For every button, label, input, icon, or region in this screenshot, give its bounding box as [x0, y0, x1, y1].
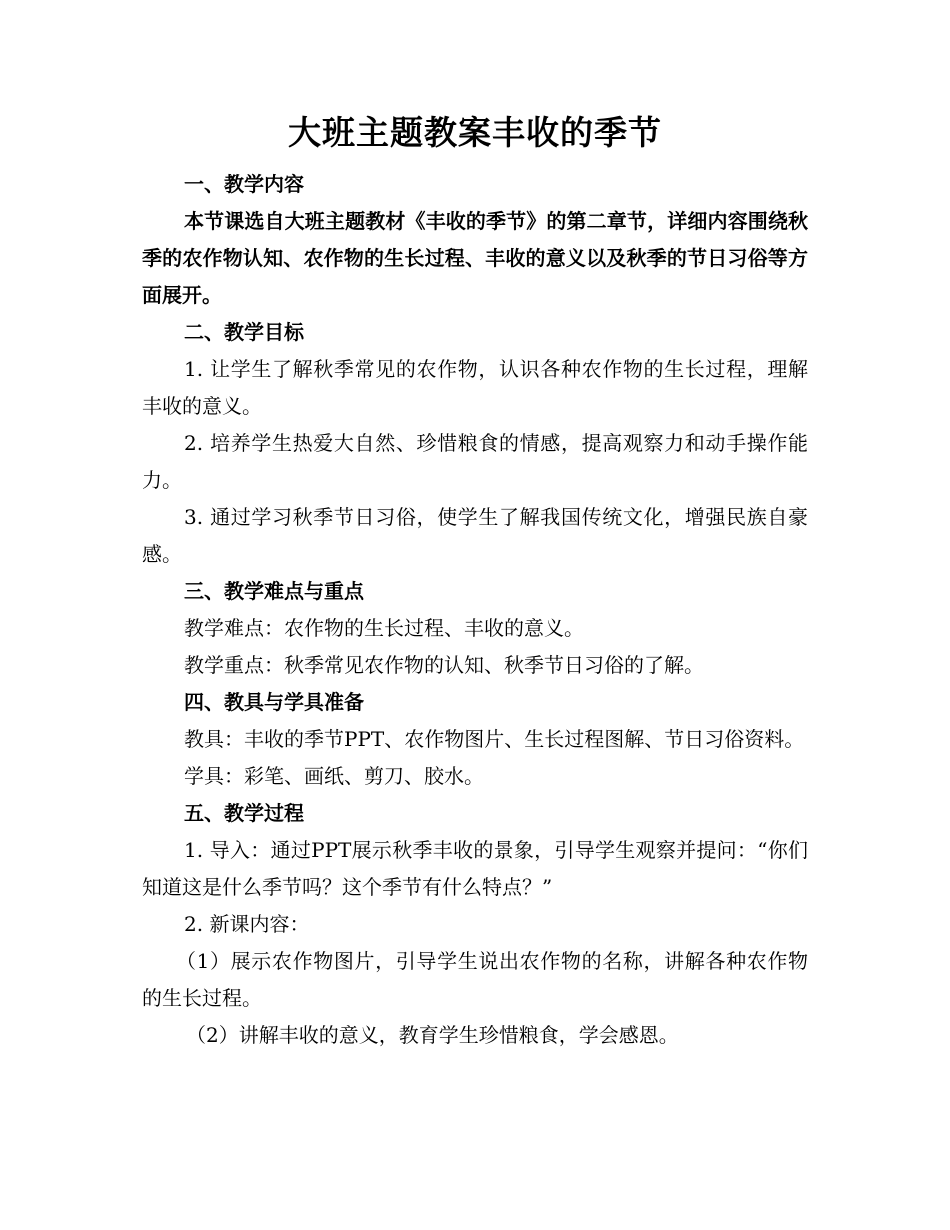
section-heading-difficulties: 三、教学难点与重点: [184, 579, 364, 603]
teaching-aids-paragraph: 教具：丰收的季节PPT、农作物图片、生长过程图解、节日习俗资料。: [184, 727, 805, 751]
section-heading-goals: 二、教学目标: [184, 320, 304, 344]
student-materials-paragraph: 学具：彩笔、画纸、剪刀、胶水。: [184, 764, 484, 788]
process-item-2: 2. 新课内容：: [184, 912, 310, 936]
document-title: 大班主题教案丰收的季节: [288, 113, 662, 152]
difficulty-paragraph: 教学难点：农作物的生长过程、丰收的意义。: [184, 616, 584, 640]
process-item-1: 1. 导入：通过PPT展示秋季丰收的景象，引导学生观察并提问：“你们知道这是什么季节吗？这个季节有什么特点？”: [142, 838, 808, 899]
goal-item-1: 1. 让学生了解秋季常见的农作物，认识各种农作物的生长过程，理解丰收的意义。: [142, 357, 808, 418]
section-heading-materials: 四、教具与学具准备: [184, 690, 364, 714]
goal-item-3: 3. 通过学习秋季节日习俗，使学生了解我国传统文化，增强民族自豪感。: [142, 505, 808, 566]
process-subitem-2: （2）讲解丰收的意义，教育学生珍惜粮食，学会感恩。: [186, 1023, 679, 1047]
document-body: [142, 166, 808, 1054]
process-subitem-1: （1）展示农作物图片，引导学生说出农作物的名称，讲解各种农作物的生长过程。: [142, 949, 808, 1010]
key-point-paragraph: 教学重点：秋季常见农作物的认知、秋季节日习俗的了解。: [184, 653, 704, 677]
section-heading-process: 五、教学过程: [184, 801, 304, 825]
content-paragraph: 本节课选自大班主题教材《丰收的季节》的第二章节，详细内容围绕秋季的农作物认知、农作物的生长过程、丰收的意义以及秋季的节日习俗等方面展开。: [142, 209, 808, 307]
section-heading-content: 一、教学内容: [184, 172, 304, 196]
goal-item-2: 2. 培养学生热爱大自然、珍惜粮食的情感，提高观察力和动手操作能力。: [142, 431, 808, 492]
